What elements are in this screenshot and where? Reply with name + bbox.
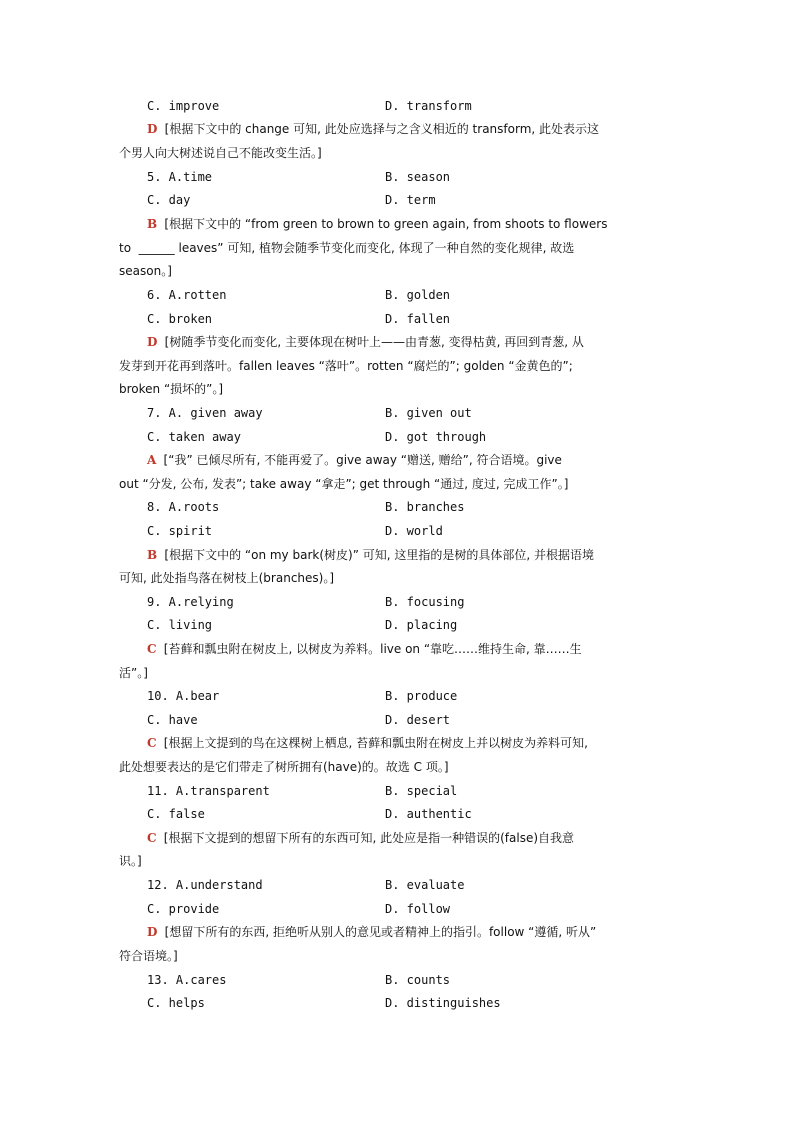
explanation-text: 活”。] (119, 666, 148, 680)
explanation-text: 个男人向大树述说自己不能改变生活。] (119, 146, 322, 160)
option-c: C. spirit (147, 524, 213, 538)
explanation-text: [根据下文提到的想留下所有的东西可知, 此处应是指一种错误的(false)自我意 (163, 831, 575, 845)
option-b: B. counts (385, 973, 451, 987)
answer-letter: C (147, 642, 157, 656)
answer-explanation (147, 830, 574, 846)
option-a: 9. A.relying (147, 595, 234, 609)
answer-explanation (147, 735, 588, 751)
explanation-text: season。] (119, 264, 172, 278)
answer-explanation (147, 924, 596, 940)
option-d: D. term (385, 193, 436, 207)
explanation-text: [根据下文中的 change 可知, 此处应选择与之含义相近的 transform, 此处表示这 (164, 122, 600, 136)
option-c: C. day (147, 193, 191, 207)
explanation-text: 符合语境。] (119, 949, 178, 963)
answer-explanation (147, 452, 562, 468)
option-d: D. world (385, 524, 443, 538)
option-a: 8. A.roots (147, 500, 220, 514)
option-b: B. golden (385, 288, 451, 302)
option-c: C. false (147, 807, 205, 821)
answer-explanation (147, 641, 582, 657)
option-c: C. taken away (147, 430, 241, 444)
option-c: C. improve (147, 99, 220, 113)
answer-explanation (147, 334, 584, 350)
explanation-text: [根据上文提到的鸟在这棵树上栖息, 苔藓和瓢虫附在树皮上并以树皮为养料可知, (163, 736, 588, 750)
option-b: B. produce (385, 689, 458, 703)
explanation-text: to ______ leaves” 可知, 植物会随季节变化而变化, 体现了一种自然的变化规律, 故选 (119, 241, 575, 255)
explanation-text: 发芽到开花再到落叶。fallen leaves “落叶”。rotten “腐烂的”; golden “金黄色的”; (119, 359, 573, 373)
option-a: 10. A.bear (147, 689, 220, 703)
option-a: 6. A.rotten (147, 288, 227, 302)
option-a: 5. A.time (147, 170, 213, 184)
answer-letter: B (147, 217, 158, 231)
answer-explanation (147, 121, 599, 137)
option-a: 12. A.understand (147, 878, 263, 892)
answer-letter: D (147, 925, 158, 939)
option-b: B. special (385, 784, 458, 798)
option-d: D. follow (385, 902, 451, 916)
option-c: C. helps (147, 996, 205, 1010)
explanation-text: [“我” 已倾尽所有, 不能再爱了。give away “赠送, 赠给”, 符合语境。give (163, 453, 562, 467)
explanation-text: 可知, 此处指鸟落在树枝上(branches)。] (119, 571, 335, 585)
answer-letter: B (147, 548, 158, 562)
explanation-text: 识。] (119, 854, 142, 868)
explanation-text: out “分发, 公布, 发表”; take away “拿走”; get through “通过, 度过, 完成工作”。] (119, 477, 569, 491)
option-c: C. living (147, 618, 213, 632)
option-c: C. broken (147, 312, 213, 326)
option-d: D. fallen (385, 312, 451, 326)
option-b: B. branches (385, 500, 465, 514)
option-a: 11. A.transparent (147, 784, 270, 798)
option-a: 13. A.cares (147, 973, 227, 987)
answer-letter: C (147, 831, 157, 845)
option-b: B. season (385, 170, 451, 184)
option-d: D. transform (385, 99, 472, 113)
answer-explanation (147, 216, 607, 232)
option-d: D. authentic (385, 807, 472, 821)
option-a: 7. A. given away (147, 406, 263, 420)
explanation-text: [树随季节变化而变化, 主要体现在树叶上——由青葱, 变得枯黄, 再回到青葱, 从 (164, 335, 584, 349)
answer-letter: A (147, 453, 157, 467)
option-d: D. got through (385, 430, 487, 444)
option-c: C. have (147, 713, 198, 727)
option-c: C. provide (147, 902, 220, 916)
explanation-text: 此处想要表达的是它们带走了树所拥有(have)的。故选 C 项。] (119, 760, 449, 774)
explanation-text: broken “损坏的”。] (119, 382, 224, 396)
answer-letter: D (147, 335, 158, 349)
explanation-text: [根据下文中的 “on my bark(树皮)” 可知, 这里指的是树的具体部位, 并根据语境 (164, 548, 594, 562)
option-b: B. evaluate (385, 878, 465, 892)
explanation-text: [想留下所有的东西, 拒绝听从别人的意见或者精神上的指引。follow “遵循, 听从” (164, 925, 597, 939)
option-d: D. placing (385, 618, 458, 632)
answer-explanation (147, 547, 594, 563)
answer-letter: C (147, 736, 157, 750)
explanation-text: [根据下文中的 “from green to brown to green again, from shoots to flowers (164, 217, 608, 231)
option-d: D. distinguishes (385, 996, 501, 1010)
option-b: B. focusing (385, 595, 465, 609)
option-b: B. given out (385, 406, 472, 420)
explanation-text: [苔藓和瓢虫附在树皮上, 以树皮为养料。live on “靠吃……维持生命, 靠……生 (163, 642, 582, 656)
option-d: D. desert (385, 713, 451, 727)
answer-letter: D (147, 122, 158, 136)
